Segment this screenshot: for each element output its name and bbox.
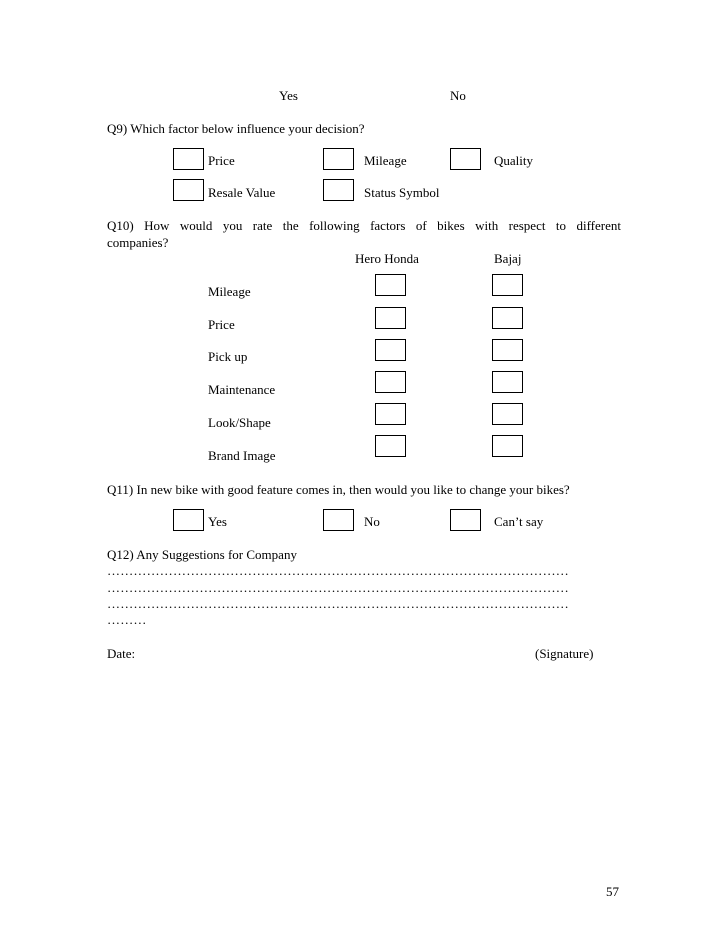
page-number: 57 xyxy=(606,884,619,899)
q10-question-line2: companies? xyxy=(107,235,169,250)
q9-option-status-symbol: Status Symbol xyxy=(364,185,440,200)
option-no-label: No xyxy=(450,88,466,103)
q10-hero-honda-mileage-box[interactable] xyxy=(375,274,406,296)
q10-hero-honda-price-box[interactable] xyxy=(375,307,406,329)
q9-option-mileage: Mileage xyxy=(364,153,407,168)
q9-option-resale-value: Resale Value xyxy=(208,185,276,200)
q12-answer-line[interactable]: …………………………………………………………………………………………… xyxy=(107,596,569,611)
q10-bajaj-mileage-box[interactable] xyxy=(492,274,523,296)
q11-option-cant-say: Can’t say xyxy=(494,514,544,529)
q10-column-hero-honda: Hero Honda xyxy=(355,251,419,266)
option-yes-label: Yes xyxy=(279,88,298,103)
q10-factor-price: Price xyxy=(208,317,235,332)
q10-bajaj-brand-image-box[interactable] xyxy=(492,435,523,457)
q10-column-bajaj: Bajaj xyxy=(494,251,522,266)
q10-factor-pick-up: Pick up xyxy=(208,349,248,364)
q10-hero-honda-pick-up-box[interactable] xyxy=(375,339,406,361)
q12-answer-line[interactable]: …………………………………………………………………………………………… xyxy=(107,563,569,578)
q10-hero-honda-brand-image-box[interactable] xyxy=(375,435,406,457)
q9-checkbox-price[interactable] xyxy=(173,148,204,170)
q11-checkbox-no[interactable] xyxy=(323,509,354,531)
q10-bajaj-look-shape-box[interactable] xyxy=(492,403,523,425)
q9-checkbox-status-symbol[interactable] xyxy=(323,179,354,201)
q10-factor-brand-image: Brand Image xyxy=(208,448,276,463)
q10-factor-maintenance: Maintenance xyxy=(208,382,276,397)
q9-checkbox-resale-value[interactable] xyxy=(173,179,204,201)
q9-question: Q9) Which factor below influence your decision? xyxy=(107,121,365,136)
q9-option-price: Price xyxy=(208,153,235,168)
q9-option-quality: Quality xyxy=(494,153,533,168)
q10-bajaj-price-box[interactable] xyxy=(492,307,523,329)
q10-factor-mileage: Mileage xyxy=(208,284,251,299)
q11-option-no: No xyxy=(364,514,380,529)
q12-question: Q12) Any Suggestions for Company xyxy=(107,547,297,562)
q9-checkbox-quality[interactable] xyxy=(450,148,481,170)
q11-option-yes: Yes xyxy=(208,514,227,529)
q11-checkbox-yes[interactable] xyxy=(173,509,204,531)
q12-answer-line[interactable]: …………………………………………………………………………………………… xyxy=(107,580,569,595)
q10-hero-honda-maintenance-box[interactable] xyxy=(375,371,406,393)
signature-label: (Signature) xyxy=(535,646,594,661)
q10-factor-look-shape: Look/Shape xyxy=(208,415,271,430)
q10-bajaj-maintenance-box[interactable] xyxy=(492,371,523,393)
q11-question: Q11) In new bike with good feature comes in, then would you like to change your bikes? xyxy=(107,482,570,497)
date-label: Date: xyxy=(107,646,136,661)
q9-checkbox-mileage[interactable] xyxy=(323,148,354,170)
q11-checkbox-cant-say[interactable] xyxy=(450,509,481,531)
q10-question-line1: Q10) How would you rate the following factors of bikes with respect to different xyxy=(107,218,621,233)
q10-hero-honda-look-shape-box[interactable] xyxy=(375,403,406,425)
q10-bajaj-pick-up-box[interactable] xyxy=(492,339,523,361)
q12-answer-line[interactable]: ……… xyxy=(107,612,147,627)
